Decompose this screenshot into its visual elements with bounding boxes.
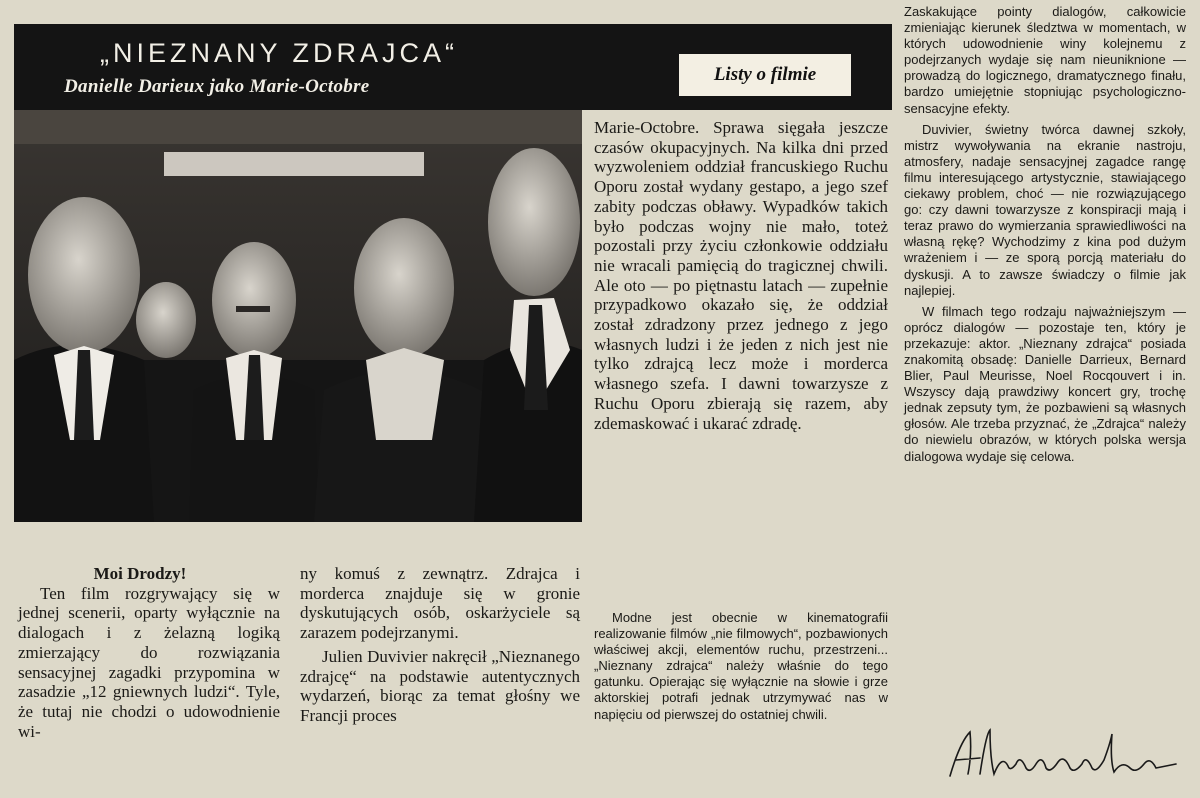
paragraph: Julien Duvivier nakręcił „Nieznanego zdrajcę“ na podstawie autentycznych wydarzeń, biorąc za temat głośny we Francji proces <box>300 646 580 725</box>
paragraph: Marie-Octobre. Sprawa sięgała jeszcze czasów okupacyjnych. Na kilka dni przed wyzwoleniem oddział francuskiego Ruchu Oporu został wydany gestapo, a jego szef zabity podczas obławy. Wypadków takich było podczas wojny nie mało, toteż pozostali przy życiu członkowie oddziału nie wracali pamięcią do tragicznej chwili. Ale oto — po piętnastu latach — zupełnie przypadkowo okazało się, że oddział został zdradzony przez jednego z jego własnych ludzi i że jeden z nich jest nie tylko zdrajcą lecz może i morderca własnego szefa. I dawni towarzysze z Ruchu Oporu zbierają się razem, aby zdemaskować i ukarać zdradę. <box>594 118 888 433</box>
article-column-3-small <box>594 610 888 723</box>
author-signature <box>946 724 1182 784</box>
greeting: Moi Drodzy! <box>93 564 187 583</box>
paragraph: Zaskakujące pointy dialogów, całkowicie zmieniając kierunek śledztwa w momentach, w których udowodnienie winy kolejnemu z podejrzanych wydaje się nam nieuniknione — prowadzą do logicznego, dramatycznego finału, bardzo umiejętnie stopniując psychologiczno-sensacyjne efekty. <box>904 4 1186 116</box>
film-still-photo <box>14 110 582 522</box>
signature-handwriting-icon <box>946 724 1182 784</box>
header-band <box>14 24 892 110</box>
paragraph: W filmach tego rodzaju najważniejszym — oprócz dialogów — pozostaje ten, który je przekazuje: aktor. „Nieznany zdrajca“ posiada znakomitą obsadę: Danielle Darrieux, Bernard Blier, Paul Meurisse, Noel Rocqouvert i in. Wszyscy dają prawdziwy koncert gry, trochę jednak zepsuty tym, że pozbawieni są własnych głosów. Ale trzeba przyznać, że „Zdrajca“ należy do niewielu obrazów, w których polska wersja dialogowa wydaje się celowa. <box>904 303 1186 464</box>
paragraph: Ten film rozgrywający się w jednej scenerii, oparty wyłącznie na dialogach i z żelazną logiką zmierzający do rozwiązania sensacyjnej zagadki przypomina w zasadzie „12 gniewnych ludzi“. Tyle, że tutaj nie chodzi o udowodnienie wi- <box>18 583 280 741</box>
article-title: „NIEZNANY ZDRAJCA“ <box>100 38 459 68</box>
article-subtitle: Danielle Darieux jako Marie-Octobre <box>64 76 370 97</box>
film-still-illustration <box>14 110 582 522</box>
section-tag: Listy o filmie <box>679 54 851 96</box>
article-column-1 <box>18 564 280 741</box>
article-column-3 <box>594 118 888 433</box>
paragraph: Modne jest obecnie w kinematografii realizowanie filmów „nie filmowych“, pozbawionych właściwej akcji, elementów ruchu, przestrzeni... „Nieznany zdrajca“ należy właśnie do tego gatunku. Opierając się wyłącznie na słowie i grze aktorskiej potrafi jednak utrzymywać nas w napięciu od pierwszej do ostatniej chwili. <box>594 610 888 722</box>
article-column-4 <box>904 4 1186 465</box>
article-column-2 <box>300 564 580 726</box>
paragraph: ny komuś z zewnątrz. Zdrajca i morderca znajduje się w gronie dyskutujących osób, oskarżyciele są zarazem podejrzanymi. <box>300 564 580 643</box>
paragraph: Duvivier, świetny twórca dawnej szkoły, mistrz wywoływania na ekranie nastroju, atmosfery, nadaje sensacyjnej zagadce rangę filmu interesującego artystycznie, stawiającego ciekawy problem, choć — nie rozwiązującego go: czy dawni towarzysze z konspiracji mają i teraz prawo do wymierzania sprawiedliwości na własną rękę? Wychodzimy z kina pod dużym wrażeniem i — ze sporą porcją materiału do dyskusji. A to zawsze świadczy o filmie jak najlepiej. <box>904 121 1186 298</box>
